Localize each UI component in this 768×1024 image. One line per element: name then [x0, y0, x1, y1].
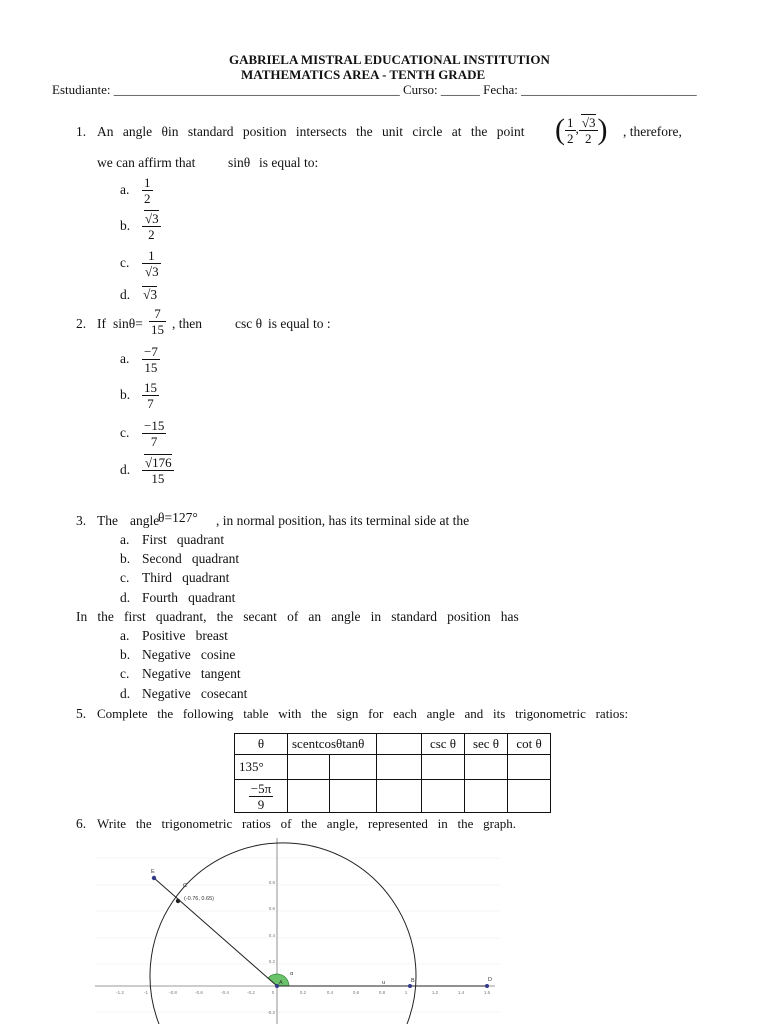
- q2-fn: sinθ=: [113, 316, 143, 331]
- q1-text: An angle θin standard position intersects the unit circle at the point: [97, 124, 525, 139]
- unit-circle: [150, 843, 416, 1024]
- q4-option-b[interactable]: b. Negative cosine: [120, 647, 236, 662]
- q2-text-a: If: [97, 316, 106, 331]
- q2-option-d[interactable]: d. √ $\frac{176}{15}$: [120, 455, 174, 486]
- table-cell[interactable]: [288, 755, 330, 780]
- q3-option-a[interactable]: a. First quadrant: [120, 532, 225, 547]
- label-B: B: [411, 978, 415, 984]
- q1-text-b: , therefore,: [623, 124, 682, 139]
- x-tick-label: -0.4: [221, 990, 229, 995]
- table-header-cot: cot θ: [508, 734, 551, 755]
- student-field[interactable]: ____________________________________________: [113, 82, 400, 97]
- q3-text-b: angle: [130, 513, 160, 528]
- student-line: [52, 82, 697, 98]
- q2-option-b[interactable]: b. $\frac{15}{7}$: [120, 380, 157, 411]
- table-row-angle: 135°: [235, 755, 288, 780]
- table-cell[interactable]: [330, 780, 377, 813]
- point-coordinates-label: (-0.76, 0.65): [184, 896, 214, 902]
- q5-number: 5.: [76, 706, 87, 721]
- x-tick-label: -1.2: [116, 990, 124, 995]
- q1-fn: sinθ: [228, 155, 251, 170]
- q2-given-fraction: $\frac{7}{15}$: [151, 306, 164, 337]
- q4-option-a[interactable]: a. Positive breast: [120, 628, 228, 643]
- q2-text-c: is equal to :: [268, 316, 331, 331]
- x-tick-label: 0.4: [326, 990, 334, 995]
- area-grade: MATHEMATICS AREA - TENTH GRADE: [241, 67, 486, 82]
- q4-option-d[interactable]: d. Negative cosecant: [120, 686, 248, 701]
- x-tick-label: 0.6: [352, 990, 360, 995]
- q1-option-a[interactable]: a. $\frac{1}{2}$: [120, 175, 151, 206]
- x-tick-label: 0.2: [299, 990, 307, 995]
- q3-option-b[interactable]: b. Second quadrant: [120, 551, 240, 566]
- table-cell[interactable]: [330, 755, 377, 780]
- label-D: D: [488, 977, 492, 983]
- q4-text: In the first quadrant, the secant of an angle in standard position has: [76, 609, 519, 624]
- x-tick-label: -0.8: [169, 990, 177, 995]
- y-tick-label: -0.2: [267, 1010, 275, 1015]
- table-header-row: [235, 734, 551, 755]
- x-tick-label: -0.6: [195, 990, 203, 995]
- table-cell[interactable]: [508, 780, 551, 813]
- date-label: Fecha:: [483, 82, 518, 97]
- y-tick-label: 0.6: [268, 906, 275, 911]
- point-D: [485, 984, 489, 988]
- unit-circle-graph: [95, 838, 500, 1024]
- table-cell[interactable]: [377, 755, 422, 780]
- school-name: GABRIELA MISTRAL EDUCATIONAL INSTITUTION: [229, 52, 550, 67]
- q1-text-c: we can affirm that: [97, 155, 196, 170]
- point-B: [408, 984, 412, 988]
- table-header-blank: [377, 734, 422, 755]
- date-field[interactable]: ___________________________: [521, 82, 697, 97]
- q1-number: 1.: [76, 124, 87, 139]
- student-label: Estudiante:: [52, 82, 111, 97]
- label-u: u: [382, 980, 386, 986]
- q2-option-c[interactable]: c. $\frac{-15}{7}$: [120, 418, 165, 449]
- q6-number: 6.: [76, 816, 87, 831]
- table-cell[interactable]: [422, 755, 465, 780]
- course-label: Curso:: [403, 82, 438, 97]
- label-alpha: α: [290, 971, 294, 977]
- y-tick-label: 0.2: [268, 959, 275, 964]
- x-tick-label: 1.6: [483, 990, 491, 995]
- x-tick-label: -0.2: [247, 990, 255, 995]
- q5-text: Complete the following table with the sign for each angle and its trigonometric ratios:: [97, 706, 629, 721]
- sign-table: [234, 733, 551, 813]
- table-cell[interactable]: [377, 780, 422, 813]
- y-tick-label: 0.8: [268, 880, 275, 885]
- y-tick-label: 0.4: [268, 933, 275, 938]
- q3-angle: θ=127°: [158, 510, 198, 525]
- table-header-csc: csc θ: [422, 734, 465, 755]
- x-tick-label: 1: [404, 990, 408, 995]
- q2-number: 2.: [76, 316, 87, 331]
- q3-option-c[interactable]: c. Third quadrant: [120, 570, 230, 585]
- x-tick-label: -1: [143, 990, 149, 995]
- label-C: C: [183, 883, 187, 889]
- x-tick-label: 1.4: [457, 990, 465, 995]
- q4-option-c[interactable]: c. Negative tangent: [120, 666, 241, 681]
- q2-option-a[interactable]: a. $\frac{-7}{15}$: [120, 344, 158, 375]
- q2-fn2: csc θ: [235, 316, 263, 331]
- x-tick-label: 1.2: [431, 990, 439, 995]
- point-C-intersection: [176, 899, 180, 903]
- table-cell[interactable]: [422, 780, 465, 813]
- x-tick-label: 0: [271, 990, 275, 995]
- course-field[interactable]: ______: [440, 82, 480, 97]
- q3-option-d[interactable]: d. Fourth quadrant: [120, 590, 236, 605]
- x-tick-label: 0.8: [378, 990, 386, 995]
- q1-point: ( $\frac{1}{2}$ , √ $\frac{3}{2}$ ): [555, 113, 608, 147]
- q3-number: 3.: [76, 513, 87, 528]
- q3-text-c: , in normal position, has its terminal side at the: [216, 513, 470, 528]
- table-row: [235, 780, 551, 813]
- table-header-theta: θ: [235, 734, 288, 755]
- table-cell[interactable]: [465, 780, 508, 813]
- q1-option-c[interactable]: c. 1 √ 3: [120, 248, 161, 279]
- table-cell[interactable]: [288, 780, 330, 813]
- table-cell[interactable]: [508, 755, 551, 780]
- point-E: [152, 876, 156, 880]
- q6-text: Write the trigonometric ratios of the angle, represented in the graph.: [97, 816, 516, 831]
- q2-text-b: , then: [172, 316, 202, 331]
- table-header-sin-cos-tan: scentcosθtanθ: [288, 734, 377, 755]
- label-A: A: [279, 980, 283, 986]
- q1-text-d: is equal to:: [259, 155, 319, 170]
- terminal-side: [154, 878, 277, 986]
- table-row-angle: $\frac{-5\pi}{9}$: [235, 780, 288, 813]
- label-E: E: [151, 869, 155, 875]
- q1-option-b[interactable]: b. √ $\frac{3}{2}$: [120, 211, 161, 242]
- table-row: [235, 755, 551, 780]
- q3-text-a: The: [97, 513, 118, 528]
- q1-option-d[interactable]: d.√ 3: [120, 287, 157, 303]
- table-cell[interactable]: [465, 755, 508, 780]
- table-header-sec: sec θ: [465, 734, 508, 755]
